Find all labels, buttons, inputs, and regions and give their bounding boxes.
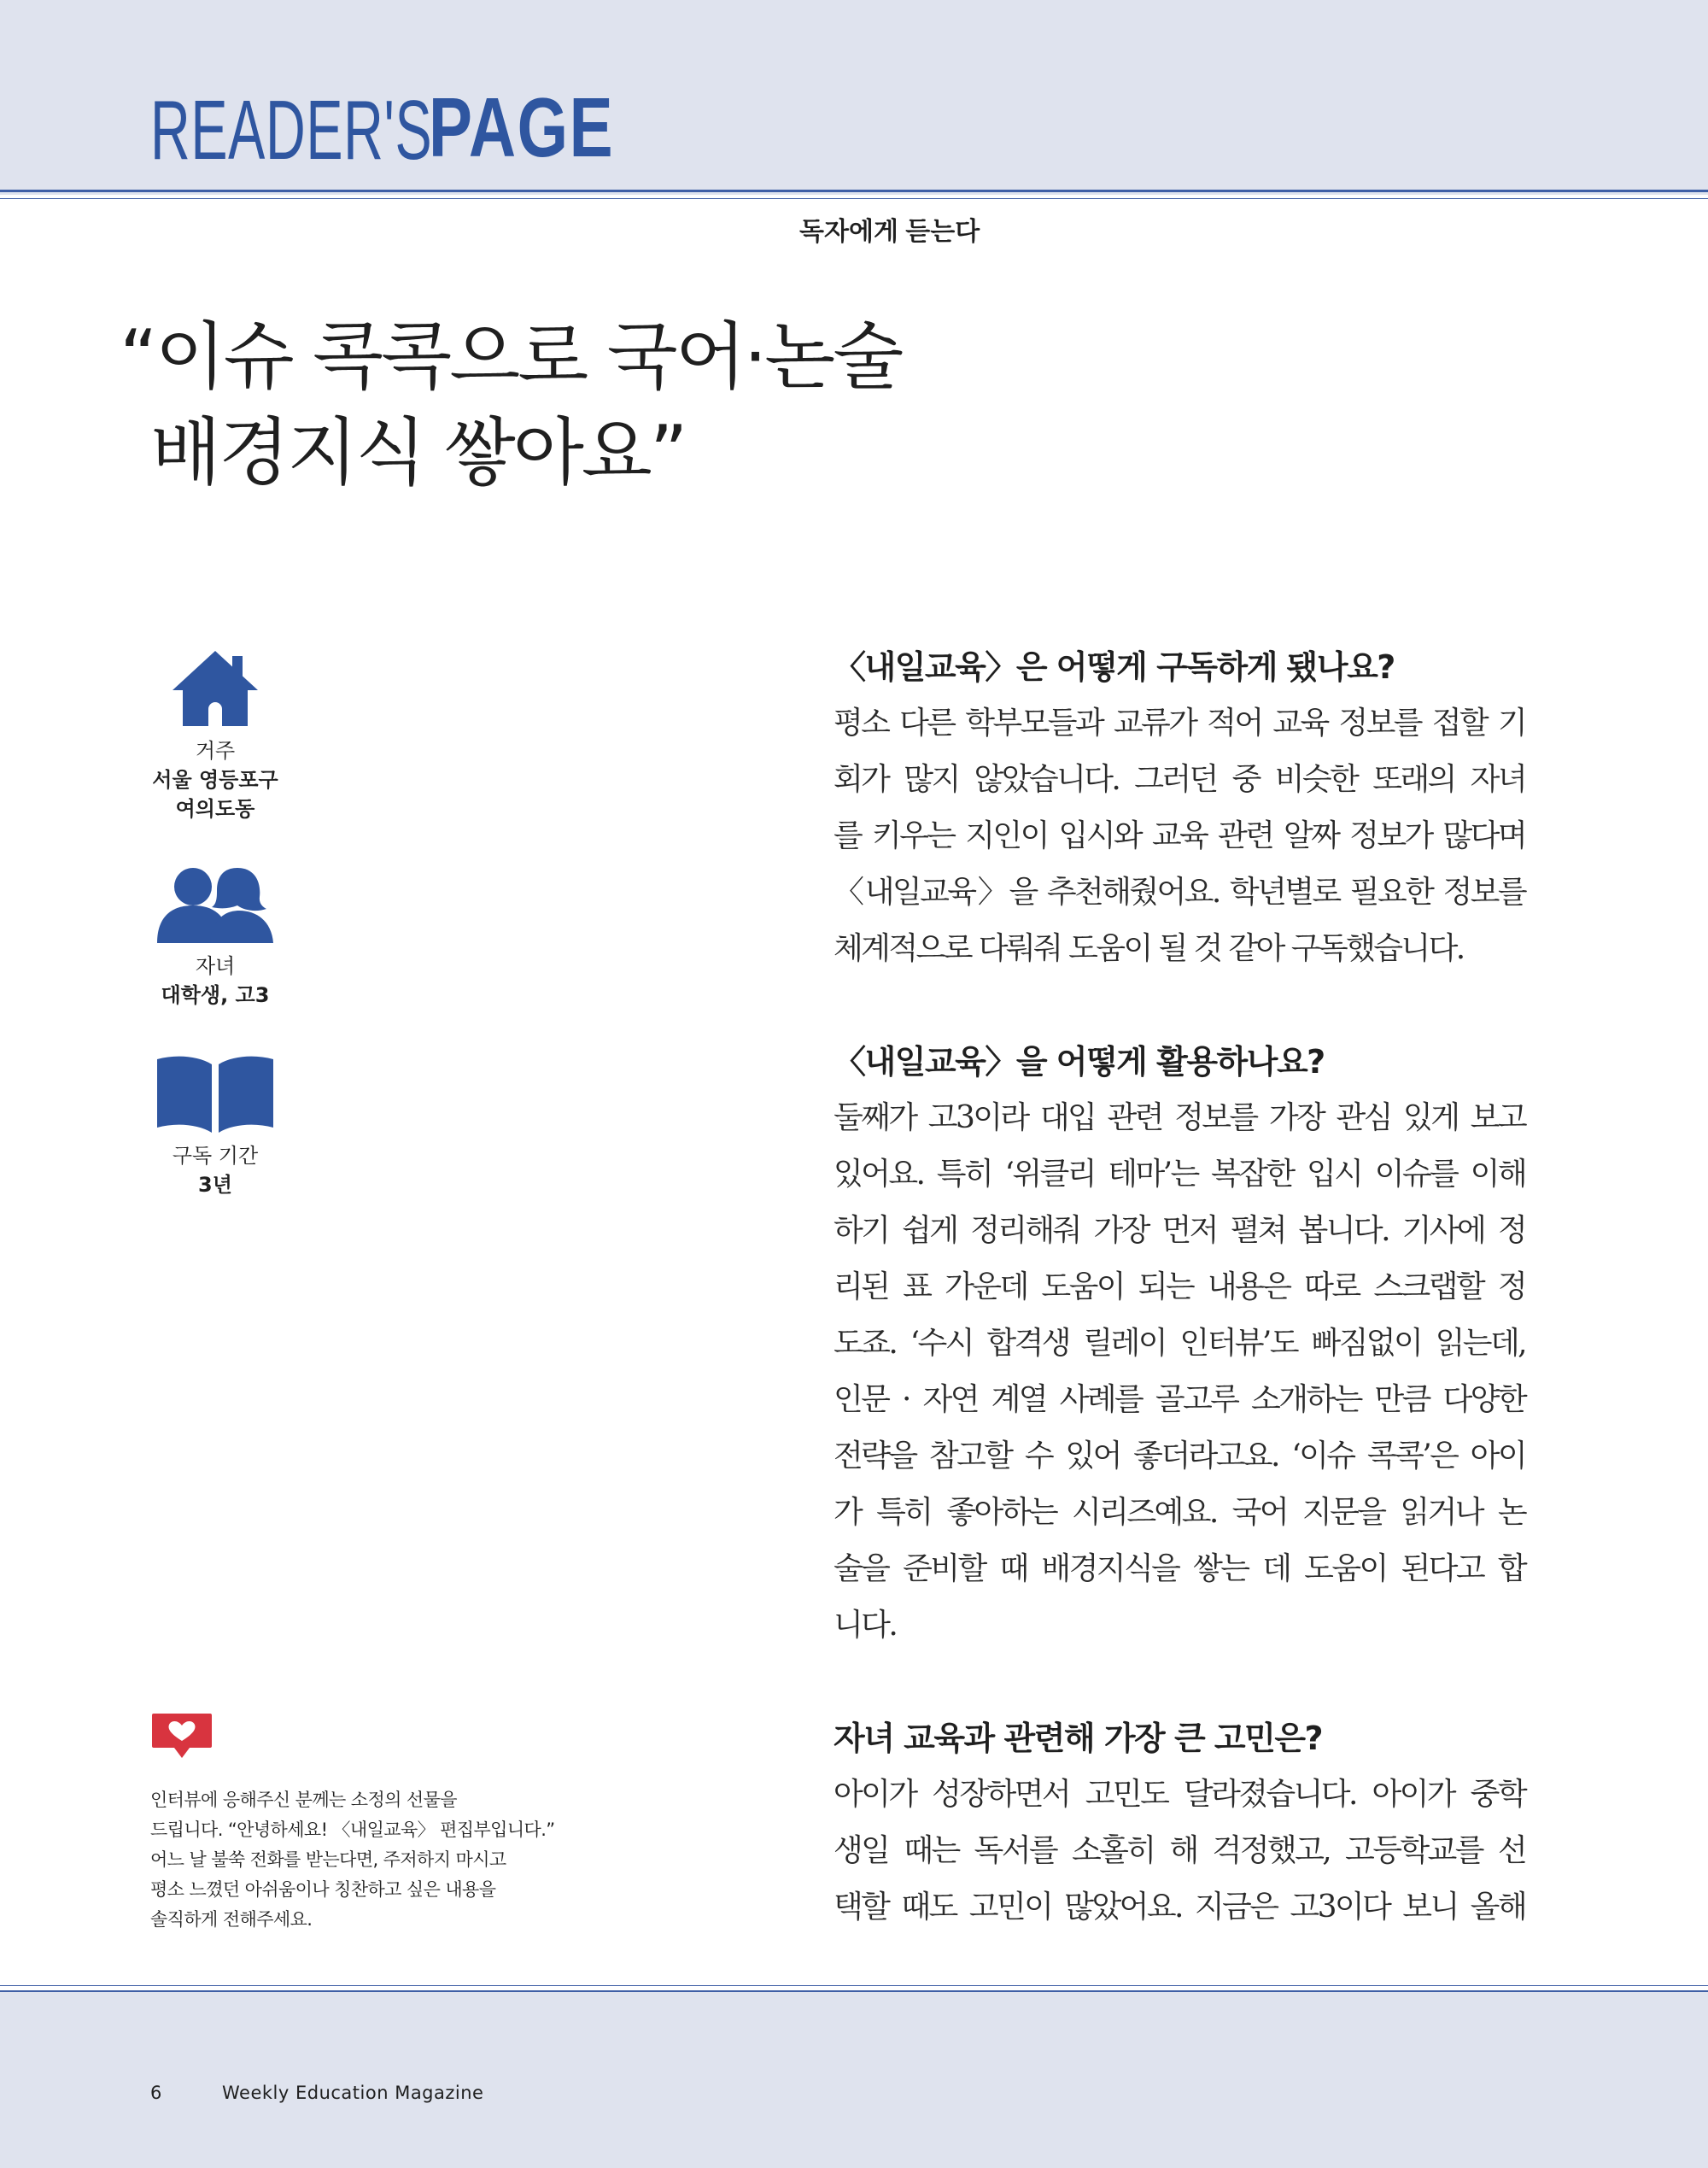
note-text: [150, 1785, 629, 1935]
magazine-name: Weekly Education Magazine: [222, 2083, 484, 2103]
footer-rule-thin: [0, 1985, 1708, 1986]
answer-line: 둘째가 고3이라 대입 관련 정보를 가장 관심 있게 보고: [834, 1100, 1525, 1135]
residence-label: 거주: [195, 739, 236, 763]
page-title: [120, 309, 901, 501]
question-3: 자녀 교육과 관련해 가장 큰 고민은?: [834, 1720, 1323, 1757]
heart-speech-icon: [150, 1712, 214, 1763]
answer-line: 체계적으로 다뤄줘 도움이 될 것 같아 구독했습니다.: [834, 931, 1464, 966]
answer-line: 하기 쉽게 정리해줘 가장 먼저 펼쳐 봅니다. 기사에 정: [834, 1213, 1525, 1248]
residence-value-line2: 여의도동: [175, 797, 255, 821]
answer-1: [834, 695, 1525, 977]
answer-line: 인문 · 자연 계열 사례를 골고루 소개하는 만큼 다양한: [834, 1382, 1525, 1417]
subscription-label: 구독 기간: [172, 1144, 259, 1168]
note-line: 평소 느꼈던 아쉬움이나 칭찬하고 싶은 내용을: [150, 1879, 496, 1900]
answer-line: 술을 준비할 때 배경지식을 쌓는 데 도움이 된다고 합: [834, 1551, 1525, 1586]
answer-line: 니다.: [834, 1608, 897, 1643]
sidebar-children: [104, 864, 326, 1010]
header-rule-thin: [0, 198, 1708, 199]
page-number: 6: [150, 2083, 162, 2103]
note-line: 솔직하게 전해주세요.: [150, 1909, 313, 1930]
page-title-line1: “이슈 콕콕으로 국어·논술: [120, 314, 902, 400]
sidebar-residence: [104, 649, 326, 823]
question-1: 〈내일교육〉은 어떻게 구독하게 됐나요?: [834, 648, 1395, 686]
page-title-line2: 배경지식 쌓아요”: [150, 410, 686, 495]
question-2: 〈내일교육〉을 어떻게 활용하나요?: [834, 1043, 1325, 1081]
answer-line: 가 특히 좋아하는 시리즈예요. 국어 지문을 읽거나 논: [834, 1495, 1525, 1530]
masthead: [150, 80, 980, 246]
note-line: 어느 날 불쑥 전화를 받는다면, 주저하지 마시고: [150, 1849, 506, 1870]
answer-line: 평소 다른 학부모들과 교류가 적어 교육 정보를 접할 기: [834, 706, 1525, 741]
answer-2: [834, 1090, 1525, 1654]
answer-line: 도죠. ‘수시 합격생 릴레이 인터뷰’도 빠짐없이 읽는데,: [834, 1326, 1525, 1361]
children-value: 대학생, 고3: [161, 983, 270, 1007]
note-line: 인터뷰에 응해주신 분께는 소정의 선물을: [150, 1790, 457, 1810]
subscription-value: 3년: [198, 1173, 232, 1197]
people-icon: [155, 864, 275, 943]
answer-3: [834, 1767, 1525, 1936]
answer-line: 〈내일교육〉을 추천해줬어요. 학년별로 필요한 정보를: [834, 875, 1525, 910]
children-label: 자녀: [195, 954, 236, 978]
interview-content: [834, 639, 1525, 1936]
answer-line: 를 키우는 지인이 입시와 교육 관련 알짜 정보가 많다며: [834, 818, 1525, 853]
answer-line: 있어요. 특히 ‘위클리 테마’는 복잡한 입시 이슈를 이해: [834, 1157, 1525, 1192]
answer-line: 전략을 참고할 수 있어 좋더라고요. ‘이슈 콕콕’은 아이: [834, 1438, 1525, 1474]
residence-value-line1: 서울 영등포구: [152, 768, 278, 792]
answer-line: 생일 때는 독서를 소홀히 해 걱정했고, 고등학교를 선: [834, 1833, 1525, 1868]
book-icon: [155, 1054, 275, 1133]
masthead-light: READER'S: [150, 83, 433, 177]
house-icon: [171, 649, 260, 728]
answer-line: 회가 많지 않았습니다. 그러던 중 비슷한 또래의 자녀: [834, 762, 1525, 797]
answer-line: 리된 표 가운데 도움이 되는 내용은 따로 스크랩할 정: [834, 1269, 1525, 1304]
sidebar-subscription: [104, 1054, 326, 1199]
answer-line: 택할 때도 고민이 많았어요. 지금은 고3이다 보니 올해: [834, 1890, 1525, 1925]
footer-band: [0, 1992, 1708, 2168]
masthead-bold: PAGE: [429, 80, 615, 174]
header-rule: [0, 190, 1708, 192]
masthead-subtitle: 독자에게 듣는다: [799, 218, 980, 246]
note-line: 드립니다. “안녕하세요! 〈내일교육〉 편집부입니다.”: [150, 1819, 555, 1840]
answer-line: 아이가 성장하면서 고민도 달라졌습니다. 아이가 중학: [834, 1777, 1525, 1812]
